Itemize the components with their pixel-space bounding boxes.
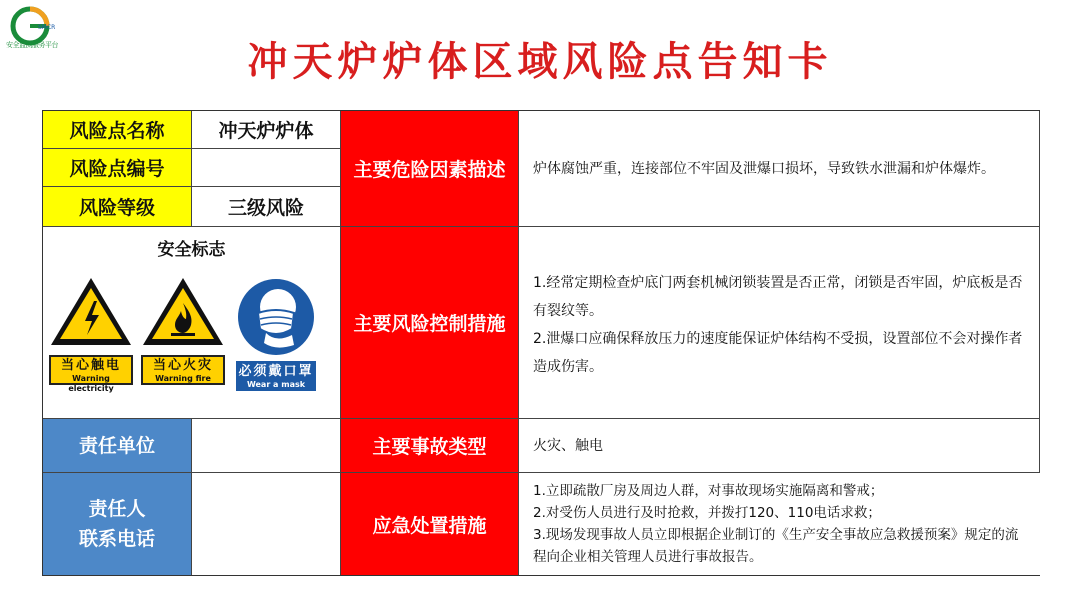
accident-type-content bbox=[519, 419, 1040, 473]
emergency-measures-content bbox=[519, 473, 1040, 575]
responsible-person-label bbox=[43, 473, 192, 575]
control-measure-1: 1.经常定期检查炉底门两套机械闭锁装置是否正常，闭锁是否牢固，炉底板是否有裂纹等。 bbox=[533, 274, 1023, 319]
risk-level-value: 三级风险 bbox=[192, 187, 341, 227]
emergency-measures-label: 应急处置措施 bbox=[341, 473, 519, 575]
sign-electric-cn: 当心触电 bbox=[60, 358, 121, 373]
responsible-person-text: 责任人 bbox=[88, 498, 146, 520]
risk-level-label: 风险等级 bbox=[43, 187, 192, 227]
risk-code-label: 风险点编号 bbox=[43, 149, 192, 187]
control-measure-2: 2.泄爆口应确保释放压力的速度能保证炉体结构不受损，设置部位不会对操作者造成伤害。 bbox=[533, 330, 1023, 375]
responsible-unit-text: 责任单位 bbox=[78, 434, 155, 457]
sign-electric bbox=[49, 275, 133, 393]
accident-type-label: 主要事故类型 bbox=[341, 419, 519, 473]
page-title: 冲天炉炉体区域风险点告知卡 bbox=[247, 39, 833, 85]
svg-text:SMCR: SMCR bbox=[38, 24, 56, 31]
control-measures-label: 主要风险控制措施 bbox=[341, 227, 519, 419]
sign-fire-cn: 当心火灾 bbox=[152, 358, 213, 373]
hazard-label: 主要危险因素描述 bbox=[341, 111, 519, 227]
contact-phone-text: 联系电话 bbox=[78, 528, 155, 550]
risk-card bbox=[42, 110, 1040, 576]
sign-mask-cn: 必须戴口罩 bbox=[238, 364, 314, 379]
risk-name-label: 风险点名称 bbox=[43, 111, 192, 149]
emergency-measure-1: 1.立即疏散厂房及周边人群，对事故现场实施隔离和警戒； bbox=[533, 483, 884, 499]
safety-signs-panel bbox=[43, 227, 341, 419]
sign-fire-en: Warning fire bbox=[155, 374, 211, 383]
sign-fire-label bbox=[141, 355, 225, 385]
sign-mask-en: Wear a mask bbox=[246, 380, 306, 389]
control-measures-content bbox=[519, 227, 1040, 419]
fire-warning-icon bbox=[141, 275, 225, 349]
hazard-text: 炉体腐蚀严重，连接部位不牢固及泄爆口损坏，导致铁水泄漏和炉体爆炸。 bbox=[533, 160, 995, 177]
electric-shock-warning-icon bbox=[49, 275, 133, 349]
responsible-unit-label bbox=[43, 419, 192, 473]
sign-mask-label bbox=[236, 361, 316, 391]
sign-electric-en: Warning electricity bbox=[68, 374, 114, 393]
hazard-description bbox=[519, 111, 1040, 227]
emergency-measure-3: 3.现场发现事故人员立即根据企业制订的《生产安全事故应急救援预案》规定的流程向企业相关管理人员进行事故报告。 bbox=[533, 527, 1019, 565]
responsible-person-value bbox=[192, 473, 341, 575]
accident-type-text: 火灾、触电 bbox=[533, 437, 603, 454]
emergency-measure-2: 2.对受伤人员进行及时抢救，并拨打120、110电话求救； bbox=[533, 505, 881, 521]
logo-caption: 安全监测服务平台 bbox=[6, 41, 58, 49]
risk-code-value bbox=[192, 149, 341, 187]
safety-signs-title: 安全标志 bbox=[157, 240, 226, 260]
wear-mask-icon bbox=[236, 277, 316, 357]
risk-name-value: 冲天炉炉体 bbox=[192, 111, 341, 149]
sign-mask bbox=[236, 277, 316, 389]
sign-electric-label bbox=[49, 355, 133, 393]
responsible-unit-value bbox=[192, 419, 341, 473]
sign-fire bbox=[141, 275, 225, 383]
